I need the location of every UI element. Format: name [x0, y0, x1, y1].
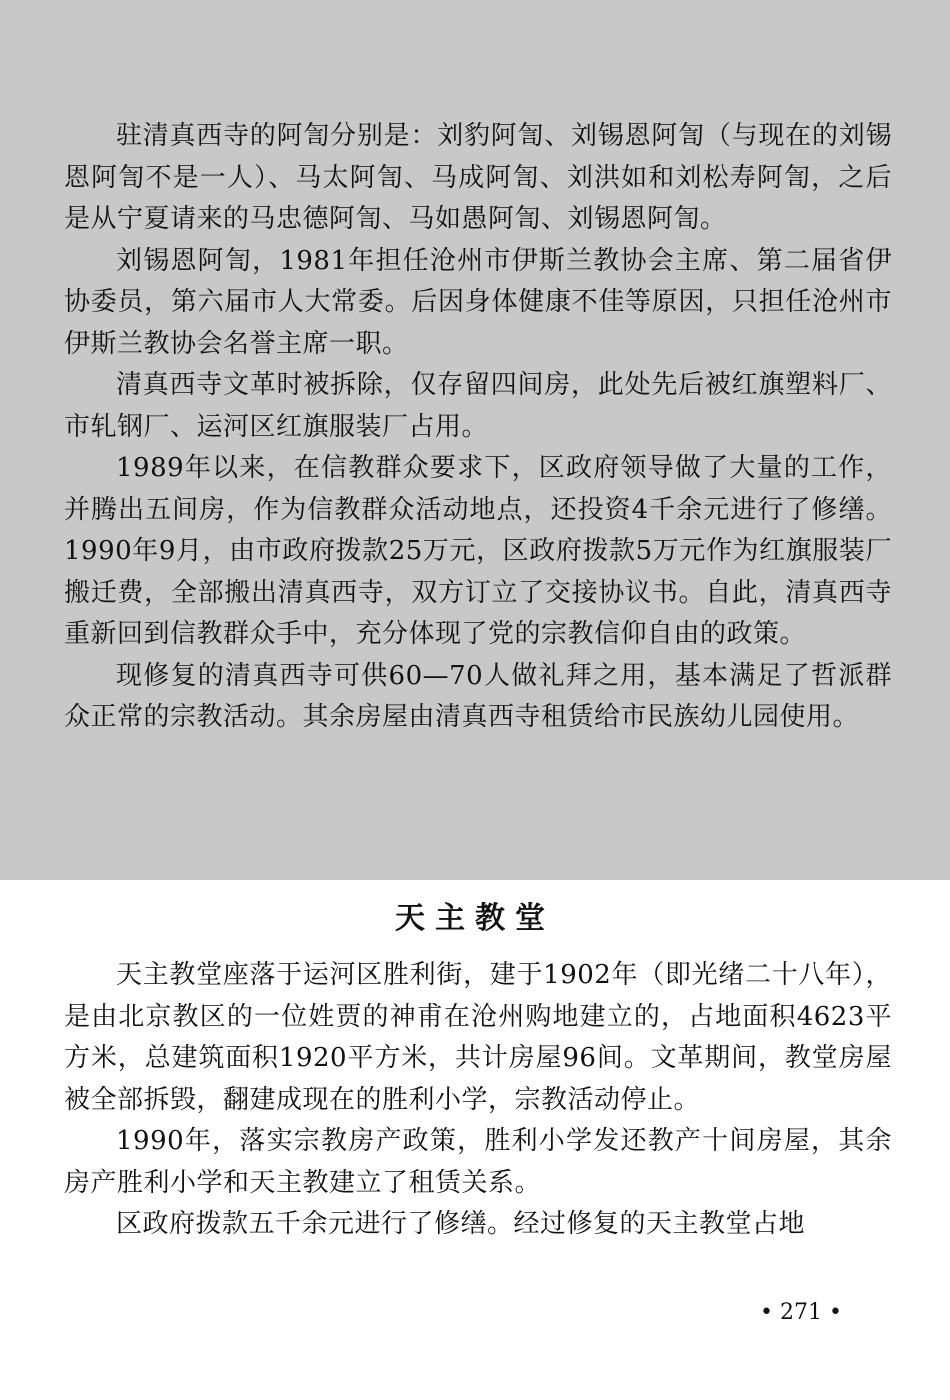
- paragraph-imams: 驻清真西寺的阿訇分别是：刘豹阿訇、刘锡恩阿訇（与现在的刘锡恩阿訇不是一人）、马太阿訇、马成阿訇、刘洪如和刘松寿阿訇，之后是从宁夏请来的马忠德阿訇、马如愚阿訇、刘锡恩阿訇。: [64, 121, 892, 234]
- paragraph-demolition: 清真西寺文革时被拆除，仅存留四间房，此处先后被红旗塑料厂、市轧钢厂、运河区红旗服装厂占用。: [64, 370, 892, 442]
- paragraph-repair: 区政府拨款五千余元进行了修缮。经过修复的天主教堂占地: [116, 1209, 806, 1239]
- paragraph-current-use: 现修复的清真西寺可供60—70人做礼拜之用，基本满足了哲派群众正常的宗教活动。其余房屋由清真西寺租赁给市民族幼儿园使用。: [64, 660, 892, 732]
- bottom-text-block: [64, 955, 892, 1246]
- section-heading: 天主教堂: [395, 901, 555, 936]
- page-number: • 271 •: [760, 1300, 842, 1325]
- top-text-block: [64, 116, 892, 739]
- paragraph-restoration: 1989年以来，在信教群众要求下，区政府领导做了大量的工作，并腾出五间房，作为信教群众活动地点，还投资4千余元进行了修缮。1990年9月，由市政府拨款25万元，区政府拨款5万元作为红旗服装厂搬迁费，全部搬出清真西寺，双方订立了交接协议书。自此，清真西寺重新回到信教群众手中，充分体现了党的宗教信仰自由的政策。: [64, 453, 892, 649]
- paragraph-property-policy: 1990年，落实宗教房产政策，胜利小学发还教产十间房屋，其余房产胜利小学和天主教建立了租赁关系。: [64, 1126, 892, 1198]
- paragraph-church-history: 天主教堂座落于运河区胜利街，建于1902年（即光绪二十八年），是由北京教区的一位姓贾的神甫在沧州购地建立的，占地面积4623平方米，总建筑面积1920平方米，共计房屋96间。文革期间，教堂房屋被全部拆毁，翻建成现在的胜利小学，宗教活动停止。: [64, 960, 892, 1115]
- paragraph-liu-xien: 刘锡恩阿訇，1981年担任沧州市伊斯兰教协会主席、第二届省伊协委员，第六届市人大常委。后因身体健康不佳等原因，只担任沧州市伊斯兰教协会名誉主席一职。: [64, 245, 892, 359]
